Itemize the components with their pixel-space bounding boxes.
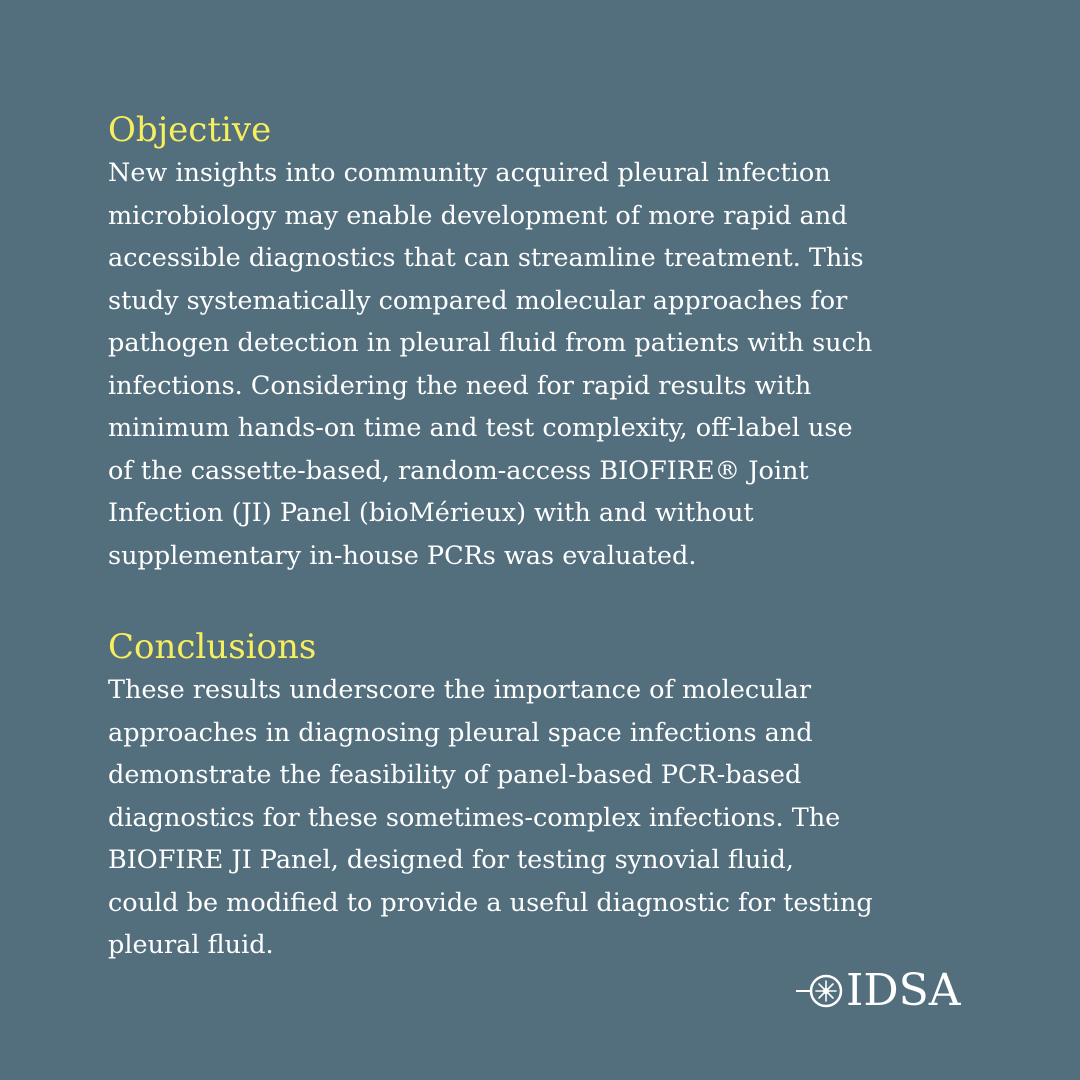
conclusions-body: These results underscore the importance of molecular approaches in diagnosing pleural space infections and demonstrate the feasibility of panel-based PCR-based diagnostics for these sometimes-complex infections. The BIOFIRE JI Panel, designed for testing synovial fluid, could be modified to provide a useful diagnostic for testing pleural fluid. (108, 675, 873, 960)
objective-section (108, 108, 1008, 577)
conclusions-section (108, 625, 1008, 967)
idsa-starburst-icon (796, 966, 848, 1016)
idsa-logo (796, 966, 961, 1016)
idsa-logo-text: IDSA (846, 965, 961, 1016)
objective-heading: Objective (108, 110, 272, 150)
objective-body: New insights into community acquired pleural infection microbiology may enable development of more rapid and accessible diagnostics that can streamline treatment. This study systematically compared molecular approaches for pathogen detection in pleural fluid from patients with such infections. Considering the need for rapid results with minimum hands-on time and test complexity, off-label use of the cassette-based, random-access BIOFIRE® Joint Infection (JI) Panel (bioMérieux) with and without supplementary in-house PCRs was evaluated. (108, 158, 873, 571)
conclusions-heading: Conclusions (108, 627, 317, 667)
